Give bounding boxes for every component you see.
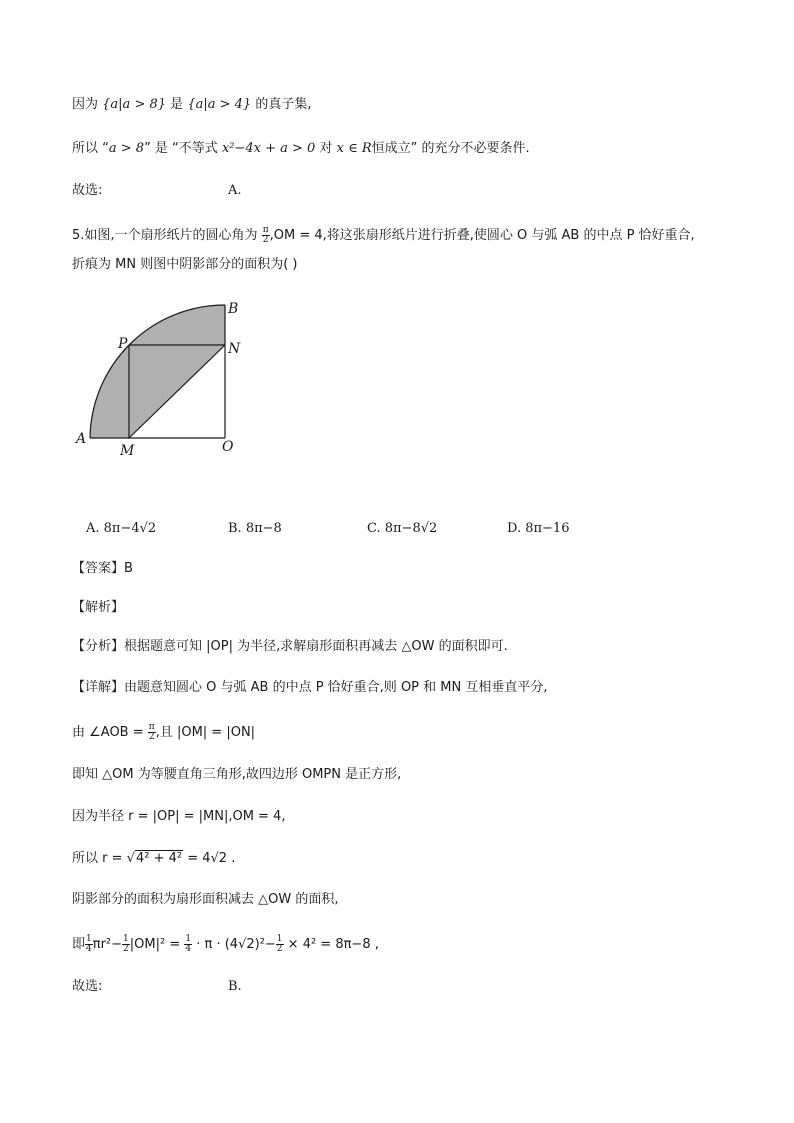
option-A[interactable]: A. 8π−4√2 [86,521,157,536]
option-C[interactable]: C. 8π−8√2 [367,521,438,536]
choose-line-1: 故选: [72,183,103,198]
label-A: A [76,431,87,447]
label-N: N [228,341,241,357]
answer-line: 【答案】B [72,561,133,576]
sqrt-icon: √ [126,851,135,866]
step-radius: 因为半径 r = |OP| = |MN|,OM = 4, [72,809,286,824]
label-B: B [228,301,239,317]
text-line-proper-subset: 因为 {a|a > 8} 是 {a|a > 4} 的真子集, [72,97,312,112]
analysis-heading: 【解析】 [72,600,125,615]
question-5-line-2: 折痕为 MN 则图中阴影部分的面积为( ) [72,257,298,272]
option-D[interactable]: D. 8π−16 [507,521,570,536]
set-a-gt-8: {a|a > 8} [102,97,167,112]
set-a-gt-4: {a|a > 4} [187,97,252,112]
detail-text: 【详解】由题意知圆心 O 与弧 AB 的中点 P 恰好重合,则 OP 和 MN 互相垂直平分, [72,680,548,695]
step-angle: 由 ∠AOB = $\frac{\pi}{2}$ ,且 |OM| = |ON| [72,722,256,742]
step-square: 即知 △OM 为等腰直角三角形,故四边形 OMPN 是正方形, [72,767,402,782]
choose-answer-2: B. [228,979,242,994]
option-B[interactable]: B. 8π−8 [228,521,282,536]
choose-answer-1: A. [228,183,242,198]
step-area-calc: 即 $\frac{1}{4}$ πr²− $\frac{1}{2}$ |OM|² = $\frac{1}{4}$ · π · (4√2)²− $\frac{1}{2}$ × 4² = 8π−8 , [72,934,379,954]
choose-line-2: 故选: [72,979,103,994]
label-M: M [120,443,135,459]
step-r-value: 所以 r = √4² + 4² = 4√2 . [72,851,236,866]
fraction-pi-over-2-b: $\frac{\pi}{2}$ [148,722,155,742]
question-5-line-1: 5.如图,一个扇形纸片的圆心角为 $\frac{\pi}{2}$ ,OM = 4,将这张扇形纸片进行折叠,使圆心 O 与弧 AB 的中点 P 恰好重合, [72,225,695,245]
step-shaded-area: 阴影部分的面积为扇形面积减去 △OW 的面积, [72,892,339,907]
text-line-sufficient-condition: 所以 “a > 8” 是 “不等式 x²−4x + a > 0 对 x ∈ R恒成立” 的充分不必要条件. [72,141,530,156]
label-P: P [118,336,128,352]
analysis-text: 【分析】根据题意可知 |OP| 为半径,求解扇形面积再减去 △OW 的面积即可. [72,639,508,654]
fraction-pi-over-2: $\frac{\pi}{2}$ [262,225,269,245]
shaded-region-upper [129,305,225,345]
sector-fold-figure [72,295,272,465]
label-O: O [222,439,234,455]
shaded-region [90,345,129,438]
